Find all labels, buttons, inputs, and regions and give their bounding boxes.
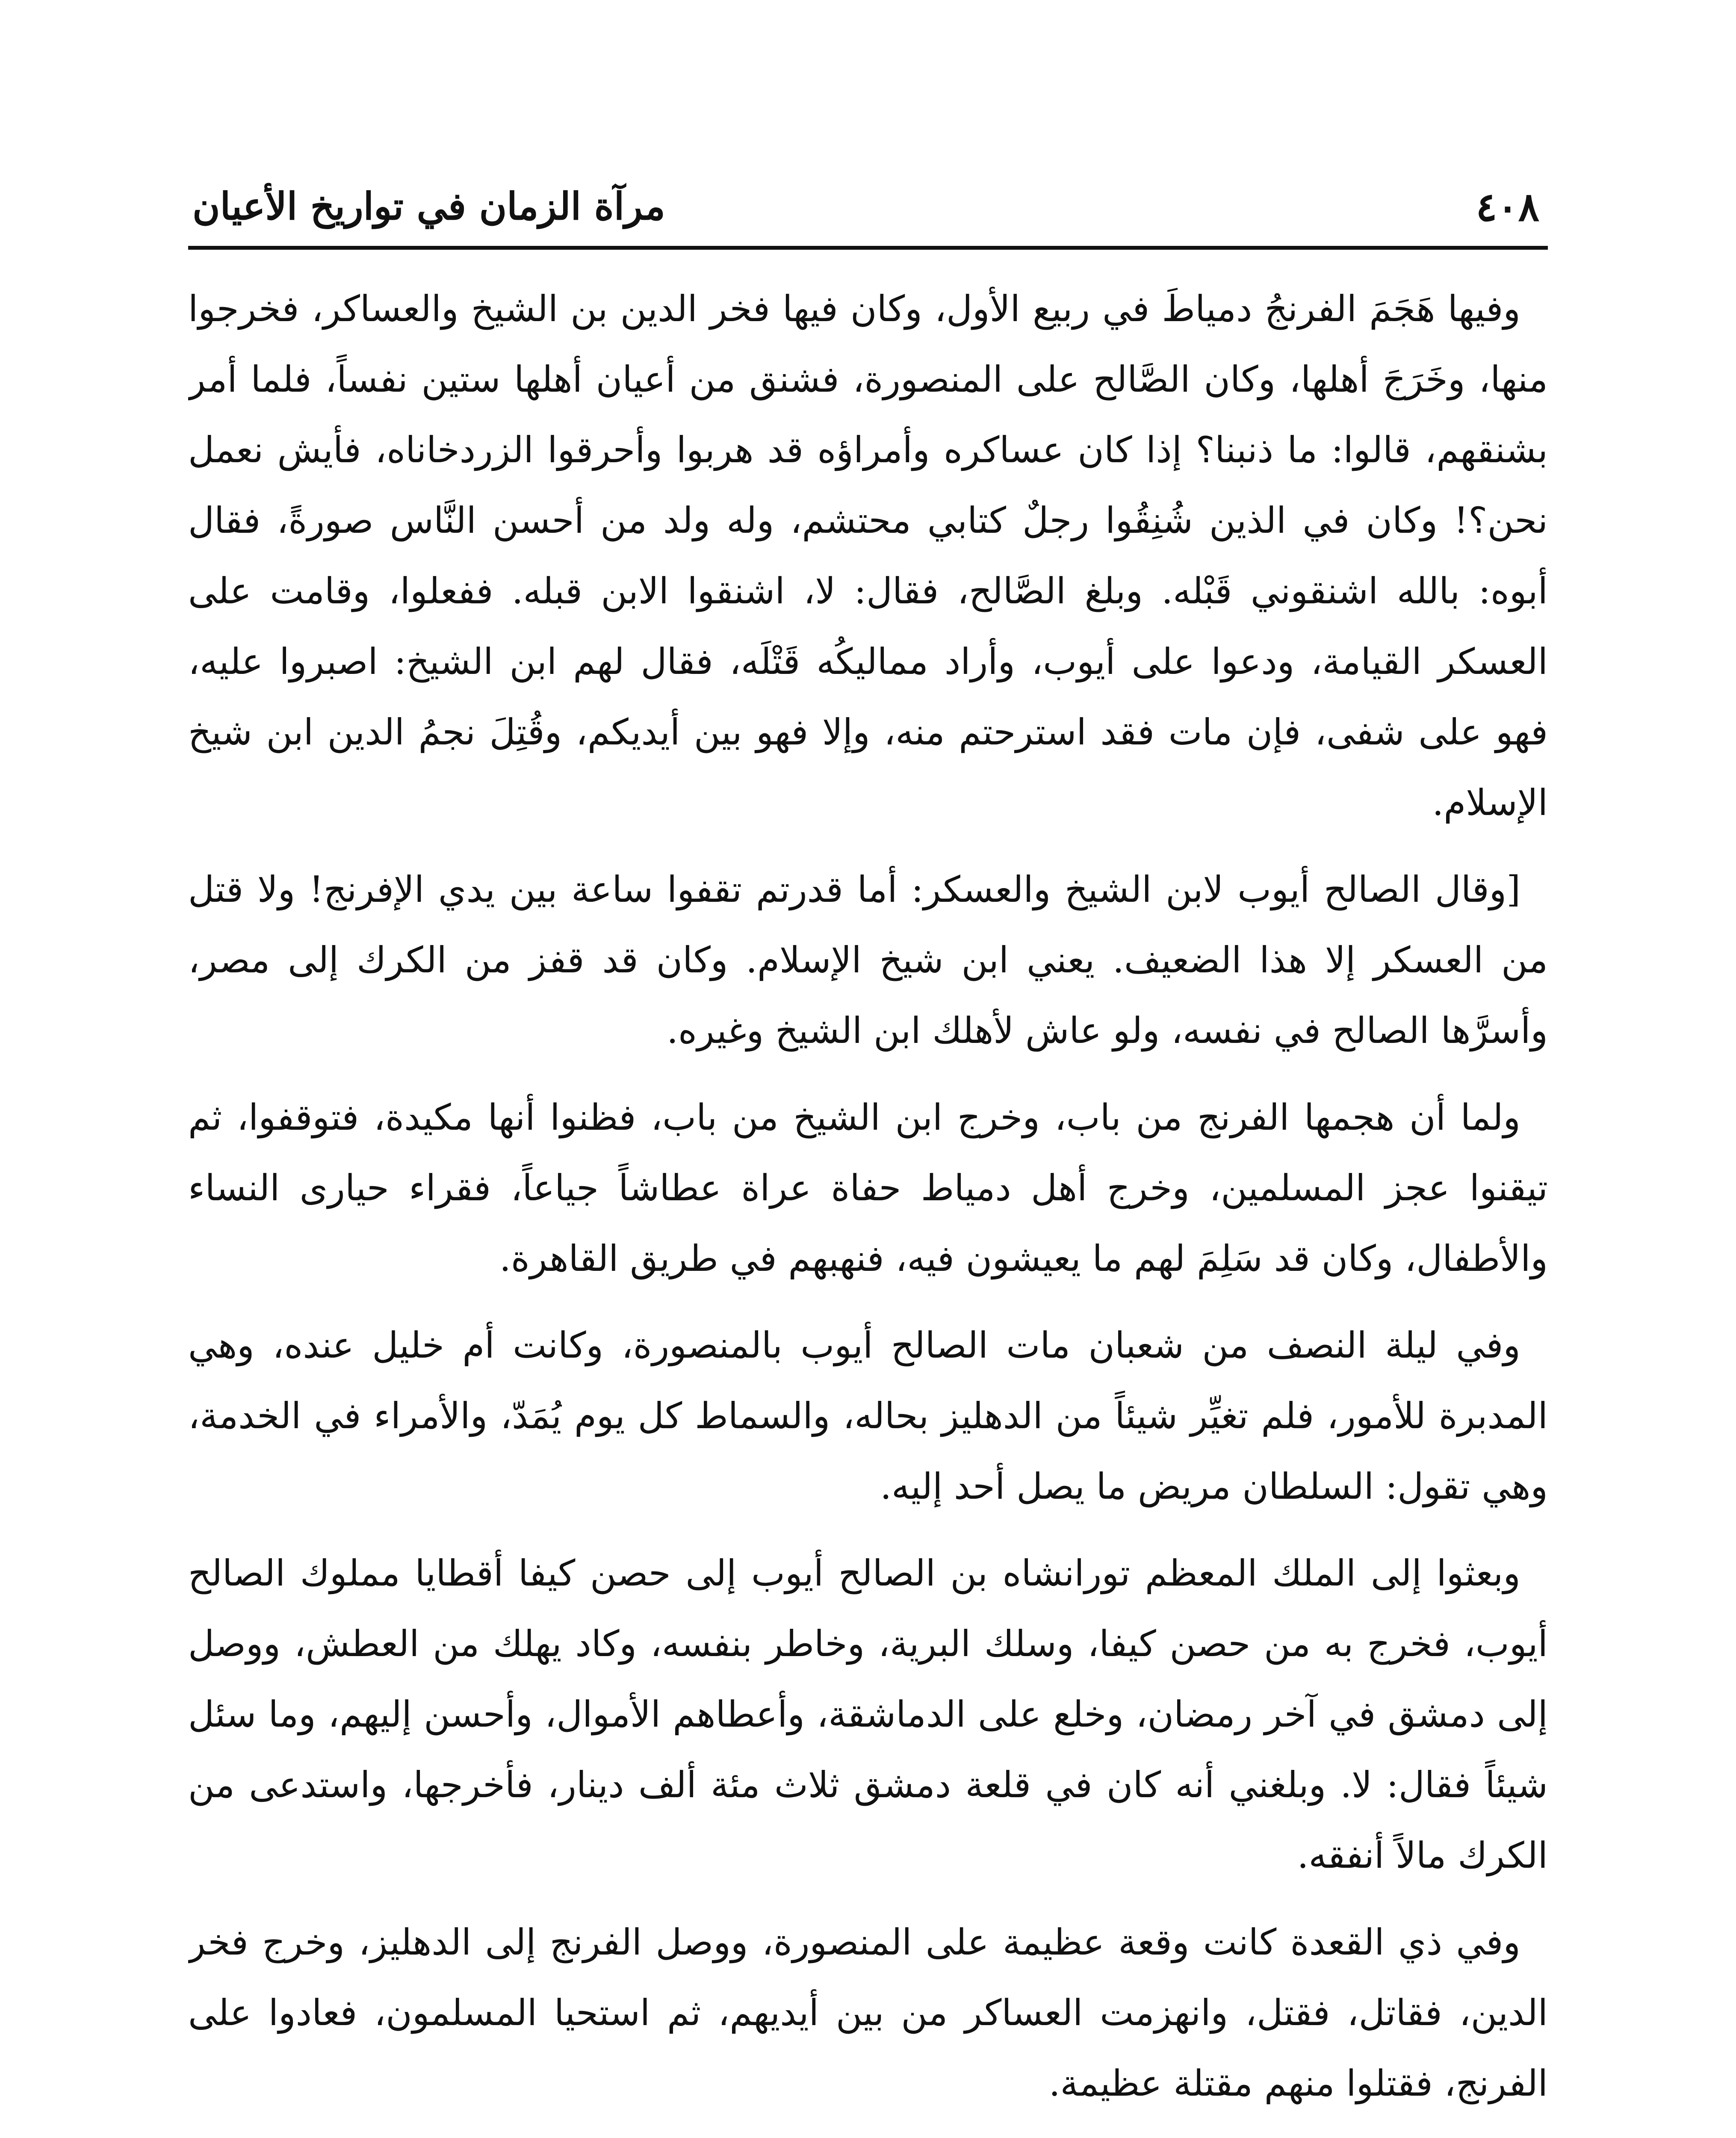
- paragraph: وبعثوا إلى الملك المعظم تورانشاه بن الصالح أيوب إلى حصن كيفا أقطايا مملوك الصالح أيوب، فخرج به من حصن كيفا، وسلك البرية، وخاطر بنفسه، وكاد يهلك من العطش، ووصل إلى دمشق في آخر رمضان، وخلع على الدماشقة، وأعطاهم الأموال، وأحسن إليهم، وما سئل شيئاً فقال: لا. وبلغني أنه كان في قلعة دمشق ثلاث مئة ألف دينار، فأخرجها، واستدعى من الكرك مالاً أنفقه.: [188, 1552, 1548, 1876]
- paragraph: وفي ذي القعدة كانت وقعة عظيمة على المنصورة، ووصل الفرنج إلى الدهليز، وخرج فخر الدين، فقاتل، فقتل، وانهزمت العساكر من بين أيديهم، ثم استحيا المسلمون، فعادوا على الفرنج، فقتلوا منهم مقتلة عظيمة.: [188, 1921, 1548, 2104]
- page-header: [188, 180, 1548, 244]
- paragraph: ولما أن هجمها الفرنج من باب، وخرج ابن الشيخ من باب، فظنوا أنها مكيدة، فتوقفوا، ثم تيقنوا عجز المسلمين، وخرج أهل دمياط حفاة عراة عطاشاً جياعاً، فقراء حيارى النساء والأطفال، وكان قد سَلِمَ لهم ما يعيشون فيه، فنهبهم في طريق القاهرة.: [188, 1096, 1548, 1279]
- paragraph: [وقال الصالح أيوب لابن الشيخ والعسكر: أما قدرتم تقفوا ساعة بين يدي الإفرنج! ولا قتل من العسكر إلا هذا الضعيف. يعني ابن شيخ الإسلام. وكان قد قفز من الكرك إلى مصر، وأسرَّها الصالح في نفسه، ولو عاش لأهلك ابن الشيخ وغيره.: [188, 868, 1548, 1051]
- body-text: [188, 274, 1548, 2138]
- header-rule: [188, 246, 1548, 250]
- paragraph: وفي ليلة النصف من شعبان مات الصالح أيوب بالمنصورة، وكانت أم خليل عنده، وهي المدبرة للأمور، فلم تغيِّر شيئاً من الدهليز بحاله، والسماط كل يوم يُمَدّ، والأمراء في الخدمة، وهي تقول: السلطان مريض ما يصل أحد إليه.: [188, 1324, 1548, 1507]
- paragraph: وفيها هَجَمَ الفرنجُ دمياطَ في ربيع الأول، وكان فيها فخر الدين بن الشيخ والعساكر، فخرجوا منها، وخَرَجَ أهلها، وكان الصَّالح على المنصورة، فشنق من أعيان أهلها ستين نفساً، فلما أمر بشنقهم، قالوا: ما ذنبنا؟ إذا كان عساكره وأمراؤه قد هربوا وأحرقوا الزردخاناه، فأيش نعمل نحن؟! وكان في الذين شُنِقُوا رجلٌ كتابي محتشم، وله ولد من أحسن النَّاس صورةً، فقال أبوه: بالله اشنقوني قَبْله. وبلغ الصَّالح، فقال: لا، اشنقوا الابن قبله. ففعلوا، وقامت على العسكر القيامة، ودعوا على أيوب، وأراد مماليكُه قَتْلَه، فقال لهم ابن الشيخ: اصبروا عليه، فهو على شفى، فإن مات فقد استرحتم منه، وإلا فهو بين أيديكم، وقُتِلَ نجمُ الدين ابن شيخ الإسلام.: [188, 288, 1548, 824]
- page-number: ٤٠٨: [1476, 184, 1539, 230]
- running-title: مرآة الزمان في تواريخ الأعيان: [192, 184, 665, 228]
